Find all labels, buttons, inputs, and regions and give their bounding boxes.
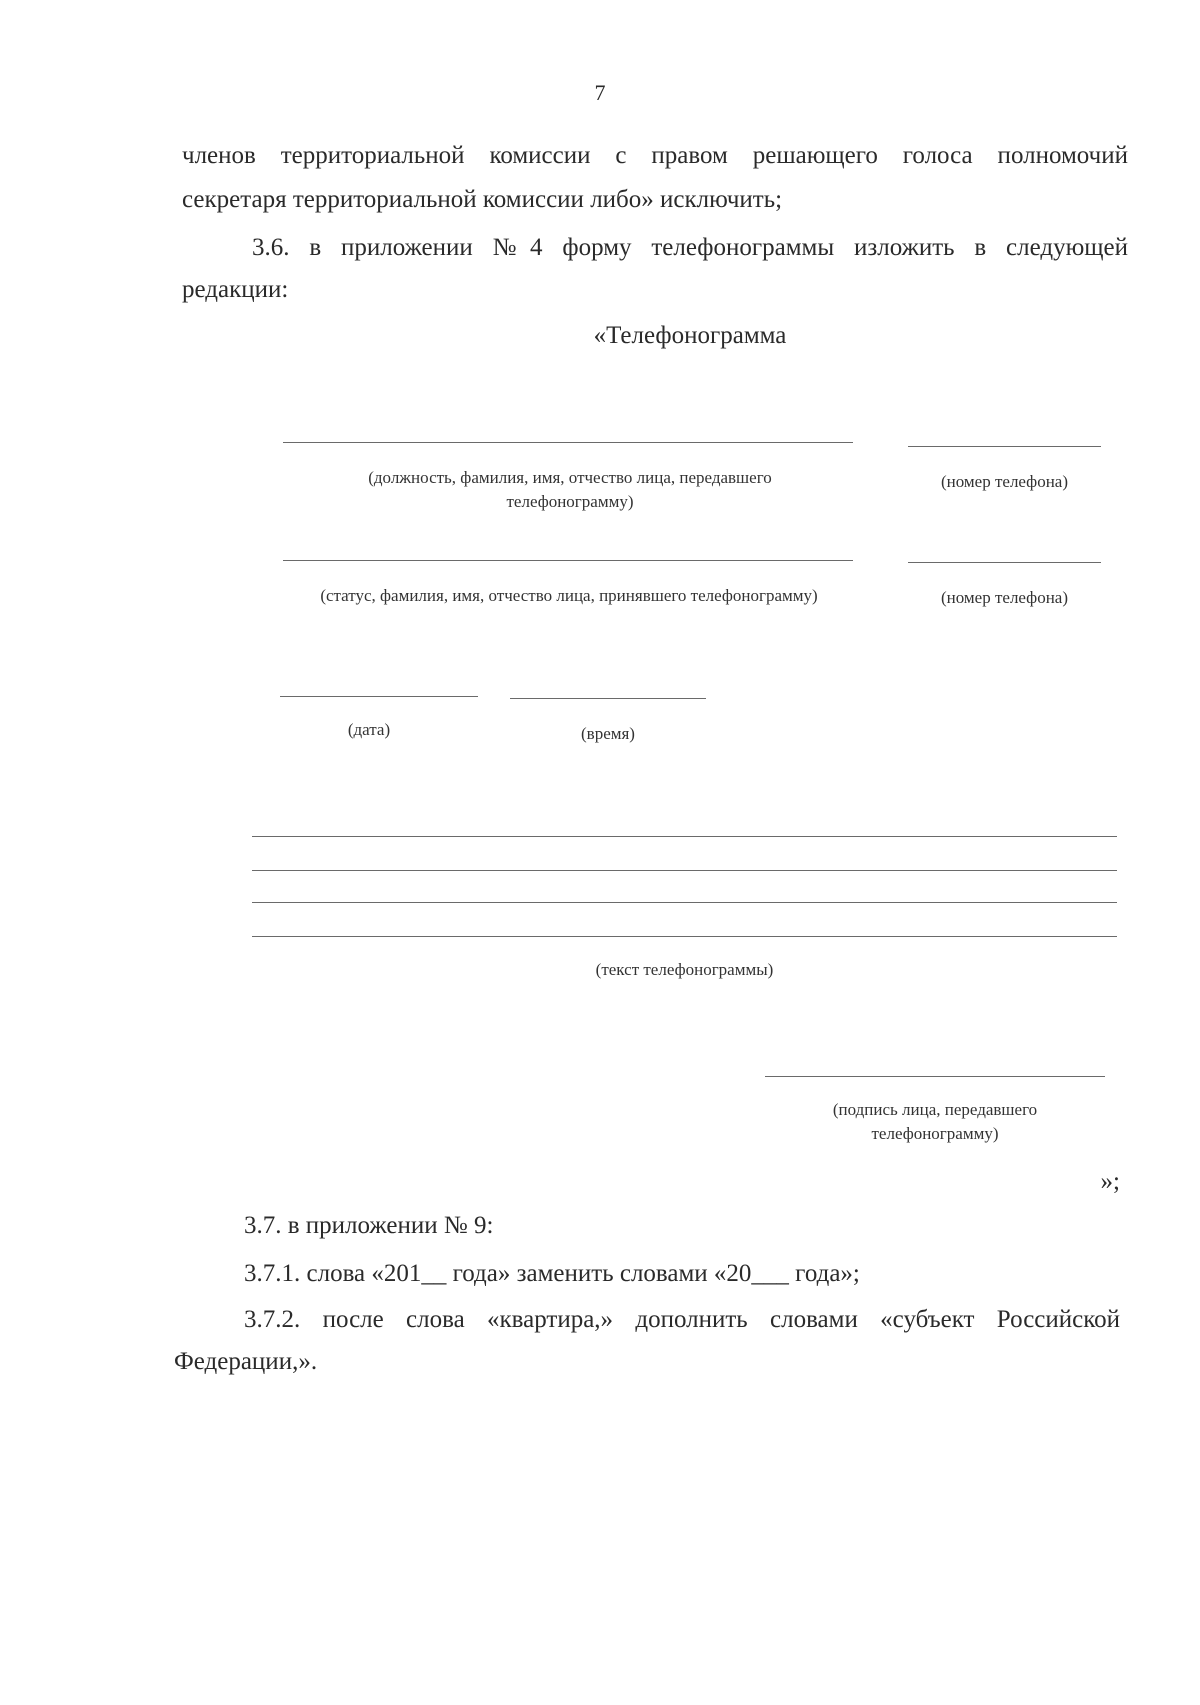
text-caption: (текст телефонограммы) [595, 960, 774, 979]
text-line-1 [252, 836, 1117, 837]
sender-phone-line [908, 446, 1101, 447]
date-caption: (дата) [347, 720, 391, 739]
receiver-phone-line [908, 562, 1101, 563]
item-3-7-2-line-1: 3.7.2. после слова «квартира,» дополнить словами «субъект Российской [244, 1306, 1120, 1333]
form-closing-quote: »; [1100, 1168, 1120, 1195]
paragraph-1-line-1: членов территориальной комиссии с правом решающего голоса полномочий [182, 142, 1128, 169]
item-3-7: 3.7. в приложении № 9: [244, 1212, 494, 1239]
sender-caption: (должность, фамилия, имя, отчество лица, передавшего телефонограмму) [368, 468, 772, 511]
item-3-7-1: 3.7.1. слова «201__ года» заменить словами «20___ года»; [244, 1260, 860, 1287]
form-title: «Телефонограмма [593, 322, 787, 349]
signature-caption: (подпись лица, передавшего телефонограмму) [832, 1100, 1038, 1143]
receiver-caption: (статус, фамилия, имя, отчество лица, принявшего телефонограмму) [320, 586, 818, 605]
paragraph-2-line-1: 3.6. в приложении №4 форму телефонограммы изложить в следующей [252, 234, 1128, 261]
date-line [280, 696, 478, 697]
sender-line [283, 442, 853, 443]
signature-line [765, 1076, 1105, 1077]
receiver-phone-caption: (номер телефона) [940, 588, 1069, 607]
item-3-7-2-line-2: Федерации,». [174, 1348, 318, 1375]
receiver-line [283, 560, 853, 561]
paragraph-1-line-2: секретаря территориальной комиссии либо» исключить; [182, 186, 783, 213]
sender-phone-caption: (номер телефона) [940, 472, 1069, 491]
text-line-2 [252, 870, 1117, 871]
text-line-3 [252, 902, 1117, 903]
text-line-4 [252, 936, 1117, 937]
page-number: 7 [594, 80, 606, 105]
paragraph-2-line-2: редакции: [182, 276, 289, 303]
time-line [510, 698, 706, 699]
time-caption: (время) [581, 724, 635, 743]
